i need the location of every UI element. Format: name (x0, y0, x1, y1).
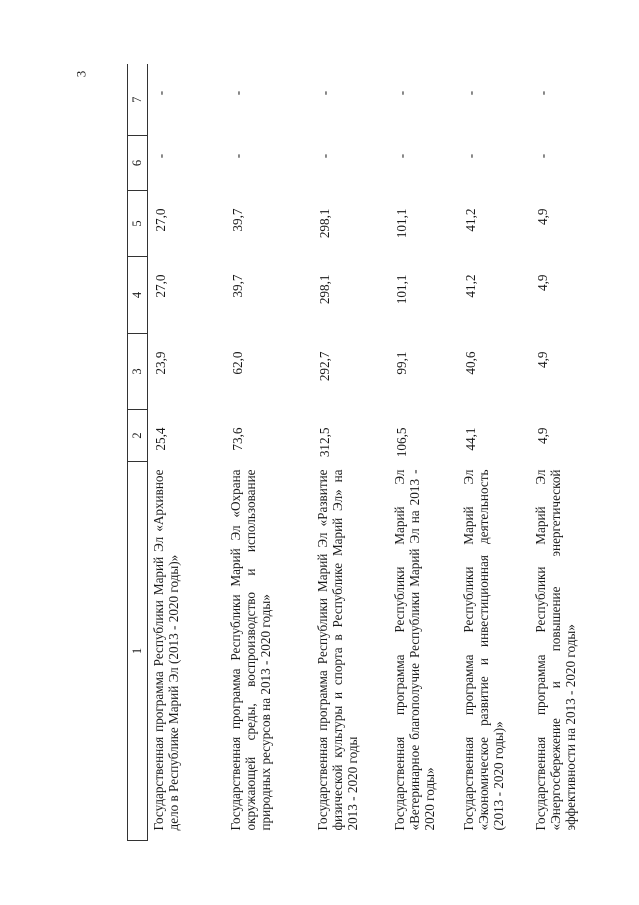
value-col-7: - (317, 90, 332, 96)
value-col-3: 40,6 (463, 351, 478, 375)
header-col-3: 3 (128, 334, 148, 410)
value-col-7: - (535, 90, 550, 96)
program-name: Государственная программа Республики Марий Эл «Энергосбережение и повышение энергетической эффективности на 2013 - 2020 годы» (533, 469, 578, 831)
value-col-3: 99,1 (394, 351, 409, 375)
value-col-2: 25,4 (153, 427, 168, 451)
value-col-4: 41,2 (463, 274, 478, 298)
value-col-7: - (463, 90, 478, 96)
value-col-3: 4,9 (535, 351, 550, 368)
value-col-6: - (230, 153, 245, 159)
value-col-6: - (317, 153, 332, 159)
header-col-1: 1 (128, 462, 148, 841)
value-col-7: - (153, 90, 168, 96)
value-col-4: 101,1 (394, 274, 409, 305)
table-header-row (128, 65, 148, 841)
value-col-3: 62,0 (230, 351, 245, 375)
table-row (530, 65, 587, 841)
value-col-3: 292,7 (317, 351, 332, 382)
value-col-4: 39,7 (230, 274, 245, 298)
budget-table (127, 65, 587, 842)
value-col-4: 298,1 (317, 274, 332, 305)
program-name: Государственная программа Республики Марий Эл «Архивное дело в Республике Марий Эл (2013 - 2020 годы)» (151, 469, 181, 831)
value-col-5: 41,2 (463, 208, 478, 232)
value-col-5: 101,1 (394, 208, 409, 239)
program-name: Государственная программа Республики Марий Эл «Развитие физической культуры и спорта в Республике Марий Эл» на 2013 - 2020 годы (315, 469, 360, 831)
table-row (389, 65, 458, 841)
table-row (458, 65, 530, 841)
program-name: Государственная программа Республики Марий Эл «Охрана окружающей среды, воспроизводство и использование природных ресурсов на 2013 - 2020 годы» (228, 469, 273, 831)
value-col-7: - (230, 90, 245, 96)
program-name: Государственная программа Республики Марий Эл «Экономическое развитие и инвестиционная деятельность (2013 - 2020 годы)» (461, 469, 506, 831)
value-col-2: 4,9 (535, 427, 550, 444)
header-col-7: 7 (128, 65, 148, 136)
value-col-6: - (394, 153, 409, 159)
value-col-6: - (535, 153, 550, 159)
value-col-5: 27,0 (153, 208, 168, 232)
value-col-2: 312,5 (317, 427, 332, 458)
value-col-2: 106,5 (394, 427, 409, 458)
header-col-2: 2 (128, 410, 148, 462)
value-col-3: 23,9 (153, 351, 168, 375)
header-col-5: 5 (128, 191, 148, 257)
program-name: Государственная программа Республики Марий Эл «Ветеринарное благополучие Республики Марий Эл на 2013 - 2020 годы» (392, 469, 437, 831)
header-col-6: 6 (128, 136, 148, 191)
value-col-2: 44,1 (463, 427, 478, 451)
table-row (225, 65, 312, 841)
header-col-4: 4 (128, 257, 148, 334)
rotated-table-stage (127, 65, 578, 841)
value-col-5: 4,9 (535, 208, 550, 225)
table-row (148, 65, 226, 841)
value-col-6: - (153, 153, 168, 159)
value-col-5: 39,7 (230, 208, 245, 232)
value-col-2: 73,6 (230, 427, 245, 451)
value-col-4: 27,0 (153, 274, 168, 298)
page-number: 3 (73, 70, 89, 78)
value-col-6: - (463, 153, 478, 159)
value-col-4: 4,9 (535, 274, 550, 291)
table-row (312, 65, 389, 841)
value-col-5: 298,1 (317, 208, 332, 239)
value-col-7: - (394, 90, 409, 96)
